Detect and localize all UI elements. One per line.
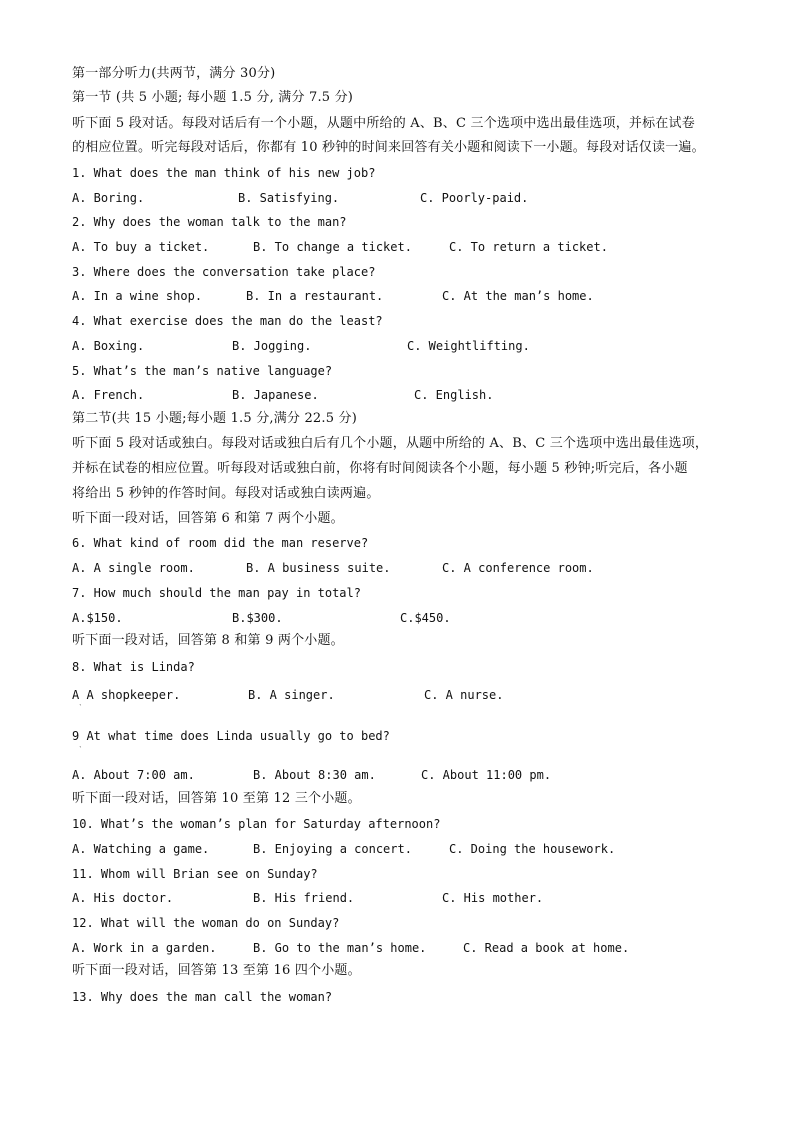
- section1-instruction-line: 听下面 5 段对话。每段对话后有一个小题，从题中所给的 A、B、C 三个选项中选出最佳选项，并标在试卷: [72, 116, 695, 131]
- group-intro: 听下面一段对话，回答第 8 和第 9 两个小题。: [72, 633, 344, 648]
- question-stem: 7. How much should the man pay in total?: [72, 586, 361, 600]
- option-b: B.$300.: [232, 611, 283, 625]
- question-stem: 11. Whom will Brian see on Sunday?: [72, 867, 318, 881]
- option-b: B. Enjoying a concert.: [253, 842, 412, 856]
- group-intro: 听下面一段对话，回答第 10 至第 12 三个小题。: [72, 791, 361, 806]
- option-a: A. Work in a garden.: [72, 941, 217, 955]
- option-b: B. A business suite.: [246, 561, 391, 575]
- question-stem: 9 At what time does Linda usually go to bed?: [72, 729, 390, 743]
- section2-title: 第二节(共 15 小题;每小题 1.5 分,满分 22.5 分): [72, 411, 358, 426]
- option-b: B. In a restaurant.: [246, 289, 384, 303]
- option-b: B. His friend.: [253, 891, 355, 905]
- option-a: A. French.: [72, 388, 145, 402]
- option-b: B. Go to the man’s home.: [253, 941, 427, 955]
- question-stem: 12. What will the woman do on Sunday?: [72, 916, 340, 930]
- group-intro: 听下面一段对话，回答第 6 和第 7 两个小题。: [72, 511, 344, 526]
- option-a: A A shopkeeper.: [72, 688, 181, 702]
- option-a: A. His doctor.: [72, 891, 174, 905]
- option-c: C.$450.: [400, 611, 451, 625]
- option-a: A. About 7:00 am.: [72, 768, 195, 782]
- section2-instruction-line: 听下面 5 段对话或独白。每段对话或独白后有几个小题，从题中所给的 A、B、C 三个选项中选出最佳选项，: [72, 436, 709, 451]
- question-stem: 6. What kind of room did the man reserve?: [72, 536, 369, 550]
- option-a: A. In a wine shop.: [72, 289, 203, 303]
- question-stem: 1. What does the man think of his new job?: [72, 166, 376, 180]
- option-c: C. Weightlifting.: [407, 339, 530, 353]
- option-b: B. Satisfying.: [238, 191, 340, 205]
- section2-instruction-line: 并标在试卷的相应位置。听每段对话或独白前，你将有时间阅读各个小题，每小题 5 秒钟;听完后，各小题: [72, 461, 688, 476]
- question-stem: 3. Where does the conversation take place?: [72, 265, 376, 279]
- question-stem: 5. What’s the man’s native language?: [72, 364, 333, 378]
- option-c: C. Doing the housework.: [449, 842, 616, 856]
- option-b: B. About 8:30 am.: [253, 768, 376, 782]
- option-b: B. To change a ticket.: [253, 240, 412, 254]
- option-c: C. At the man’s home.: [442, 289, 594, 303]
- question-stem: 13. Why does the man call the woman?: [72, 990, 333, 1004]
- section2-instruction-line: 将给出 5 秒钟的作答时间。每段对话或独白读两遍。: [72, 486, 380, 501]
- option-b: B. Jogging.: [232, 339, 312, 353]
- option-c: C. His mother.: [442, 891, 544, 905]
- option-c: C. To return a ticket.: [449, 240, 608, 254]
- question-stem: 8. What is Linda?: [72, 660, 195, 674]
- question-stem: 10. What’s the woman’s plan for Saturday afternoon?: [72, 817, 441, 831]
- option-c: C. A nurse.: [424, 688, 504, 702]
- question-stem: 2. Why does the woman talk to the man?: [72, 215, 347, 229]
- part-title: 第一部分听力(共两节，满分 30分): [72, 66, 276, 81]
- option-c: C. Read a book at home.: [463, 941, 630, 955]
- option-c: C. Poorly-paid.: [420, 191, 529, 205]
- option-a: A.$150.: [72, 611, 123, 625]
- question-stem: 4. What exercise does the man do the least?: [72, 314, 383, 328]
- stray-mark: ˋ: [78, 746, 84, 756]
- option-b: B. Japanese.: [232, 388, 319, 402]
- stray-mark: ˋ: [78, 704, 84, 714]
- option-a: A. Watching a game.: [72, 842, 210, 856]
- option-b: B. A singer.: [248, 688, 335, 702]
- option-c: C. A conference room.: [442, 561, 594, 575]
- option-a: A. A single room.: [72, 561, 195, 575]
- option-c: C. About 11:00 pm.: [421, 768, 552, 782]
- option-a: A. To buy a ticket.: [72, 240, 210, 254]
- section1-instruction-line: 的相应位置。听完每段对话后，你都有 10 秒钟的时间来回答有关小题和阅读下一小题。每段对话仅读一遍。: [72, 140, 705, 155]
- option-a: A. Boxing.: [72, 339, 145, 353]
- option-c: C. English.: [414, 388, 494, 402]
- option-a: A. Boring.: [72, 191, 145, 205]
- group-intro: 听下面一段对话，回答第 13 至第 16 四个小题。: [72, 963, 361, 978]
- section1-title: 第一节 (共 5 小题; 每小题 1.5 分, 满分 7.5 分): [72, 90, 354, 105]
